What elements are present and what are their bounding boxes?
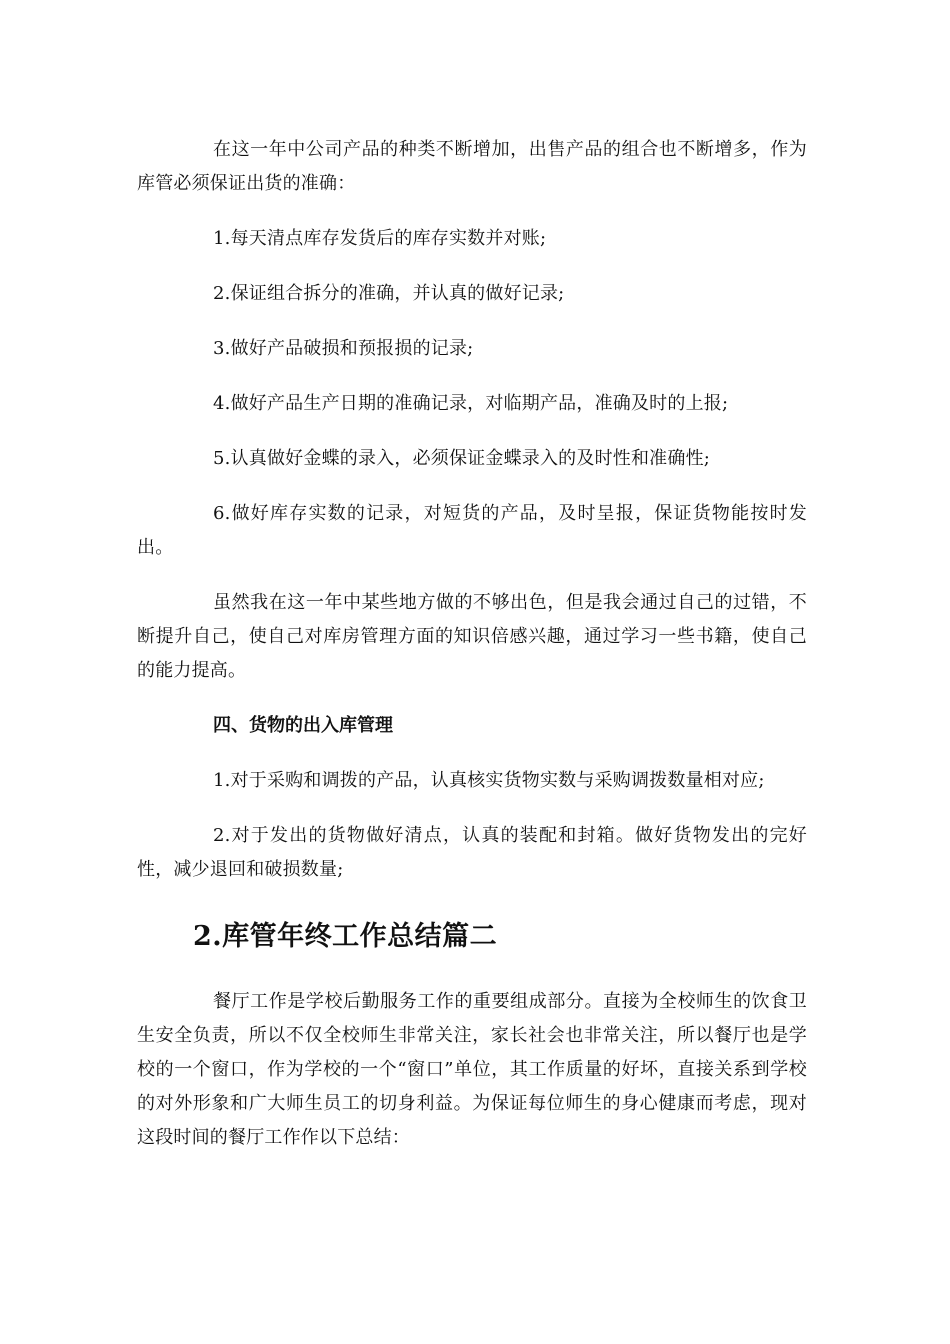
list-item: 5.认真做好金蝶的录入，必须保证金蝶录入的及时性和准确性; xyxy=(213,448,711,469)
list-item: 2.对于发出的货物做好清点，认真的装配和封箱。做好货物发出的完好性，减少退回和破损数量; xyxy=(137,825,807,880)
list-item: 2.保证组合拆分的准确，并认真的做好记录; xyxy=(213,283,565,304)
list-item: 3.做好产品破损和预报损的记录; xyxy=(213,338,474,359)
list-item: 6.做好库存实数的记录，对短货的产品，及时呈报，保证货物能按时发出。 xyxy=(137,503,807,558)
intro-paragraph: 在这一年中公司产品的种类不断增加，出售产品的组合也不断增多，作为库管必须保证出货的准确： xyxy=(137,139,807,194)
list-item: 4.做好产品生产日期的准确记录，对临期产品，准确及时的上报; xyxy=(213,393,729,414)
document-body xyxy=(137,133,807,1176)
list-item: 1.对于采购和调拨的产品，认真核实货物实数与采购调拨数量相对应; xyxy=(213,770,765,791)
section-title: 2.库管年终工作总结篇二 xyxy=(193,921,498,952)
list-item: 1.每天清点库存发货后的库存实数并对账; xyxy=(213,228,547,249)
reflection-paragraph: 虽然我在这一年中某些地方做的不够出色，但是我会通过自己的过错，不断提升自己，使自己对库房管理方面的知识倍感兴趣，通过学习一些书籍，使自己的能力提高。 xyxy=(137,592,807,681)
section-paragraph: 餐厅工作是学校后勤服务工作的重要组成部分。直接为全校师生的饮食卫生安全负责，所以不仅全校师生非常关注，家长社会也非常关注，所以餐厅也是学校的一个窗口，作为学校的一个“窗口”单位，其工作质量的好坏，直接关系到学校的对外形象和广大师生员工的切身利益。为保证每位师生的身心健康而考虑，现对这段时间的餐厅工作作以下总结： xyxy=(137,991,807,1148)
subheading: 四、货物的出入库管理 xyxy=(213,715,393,736)
